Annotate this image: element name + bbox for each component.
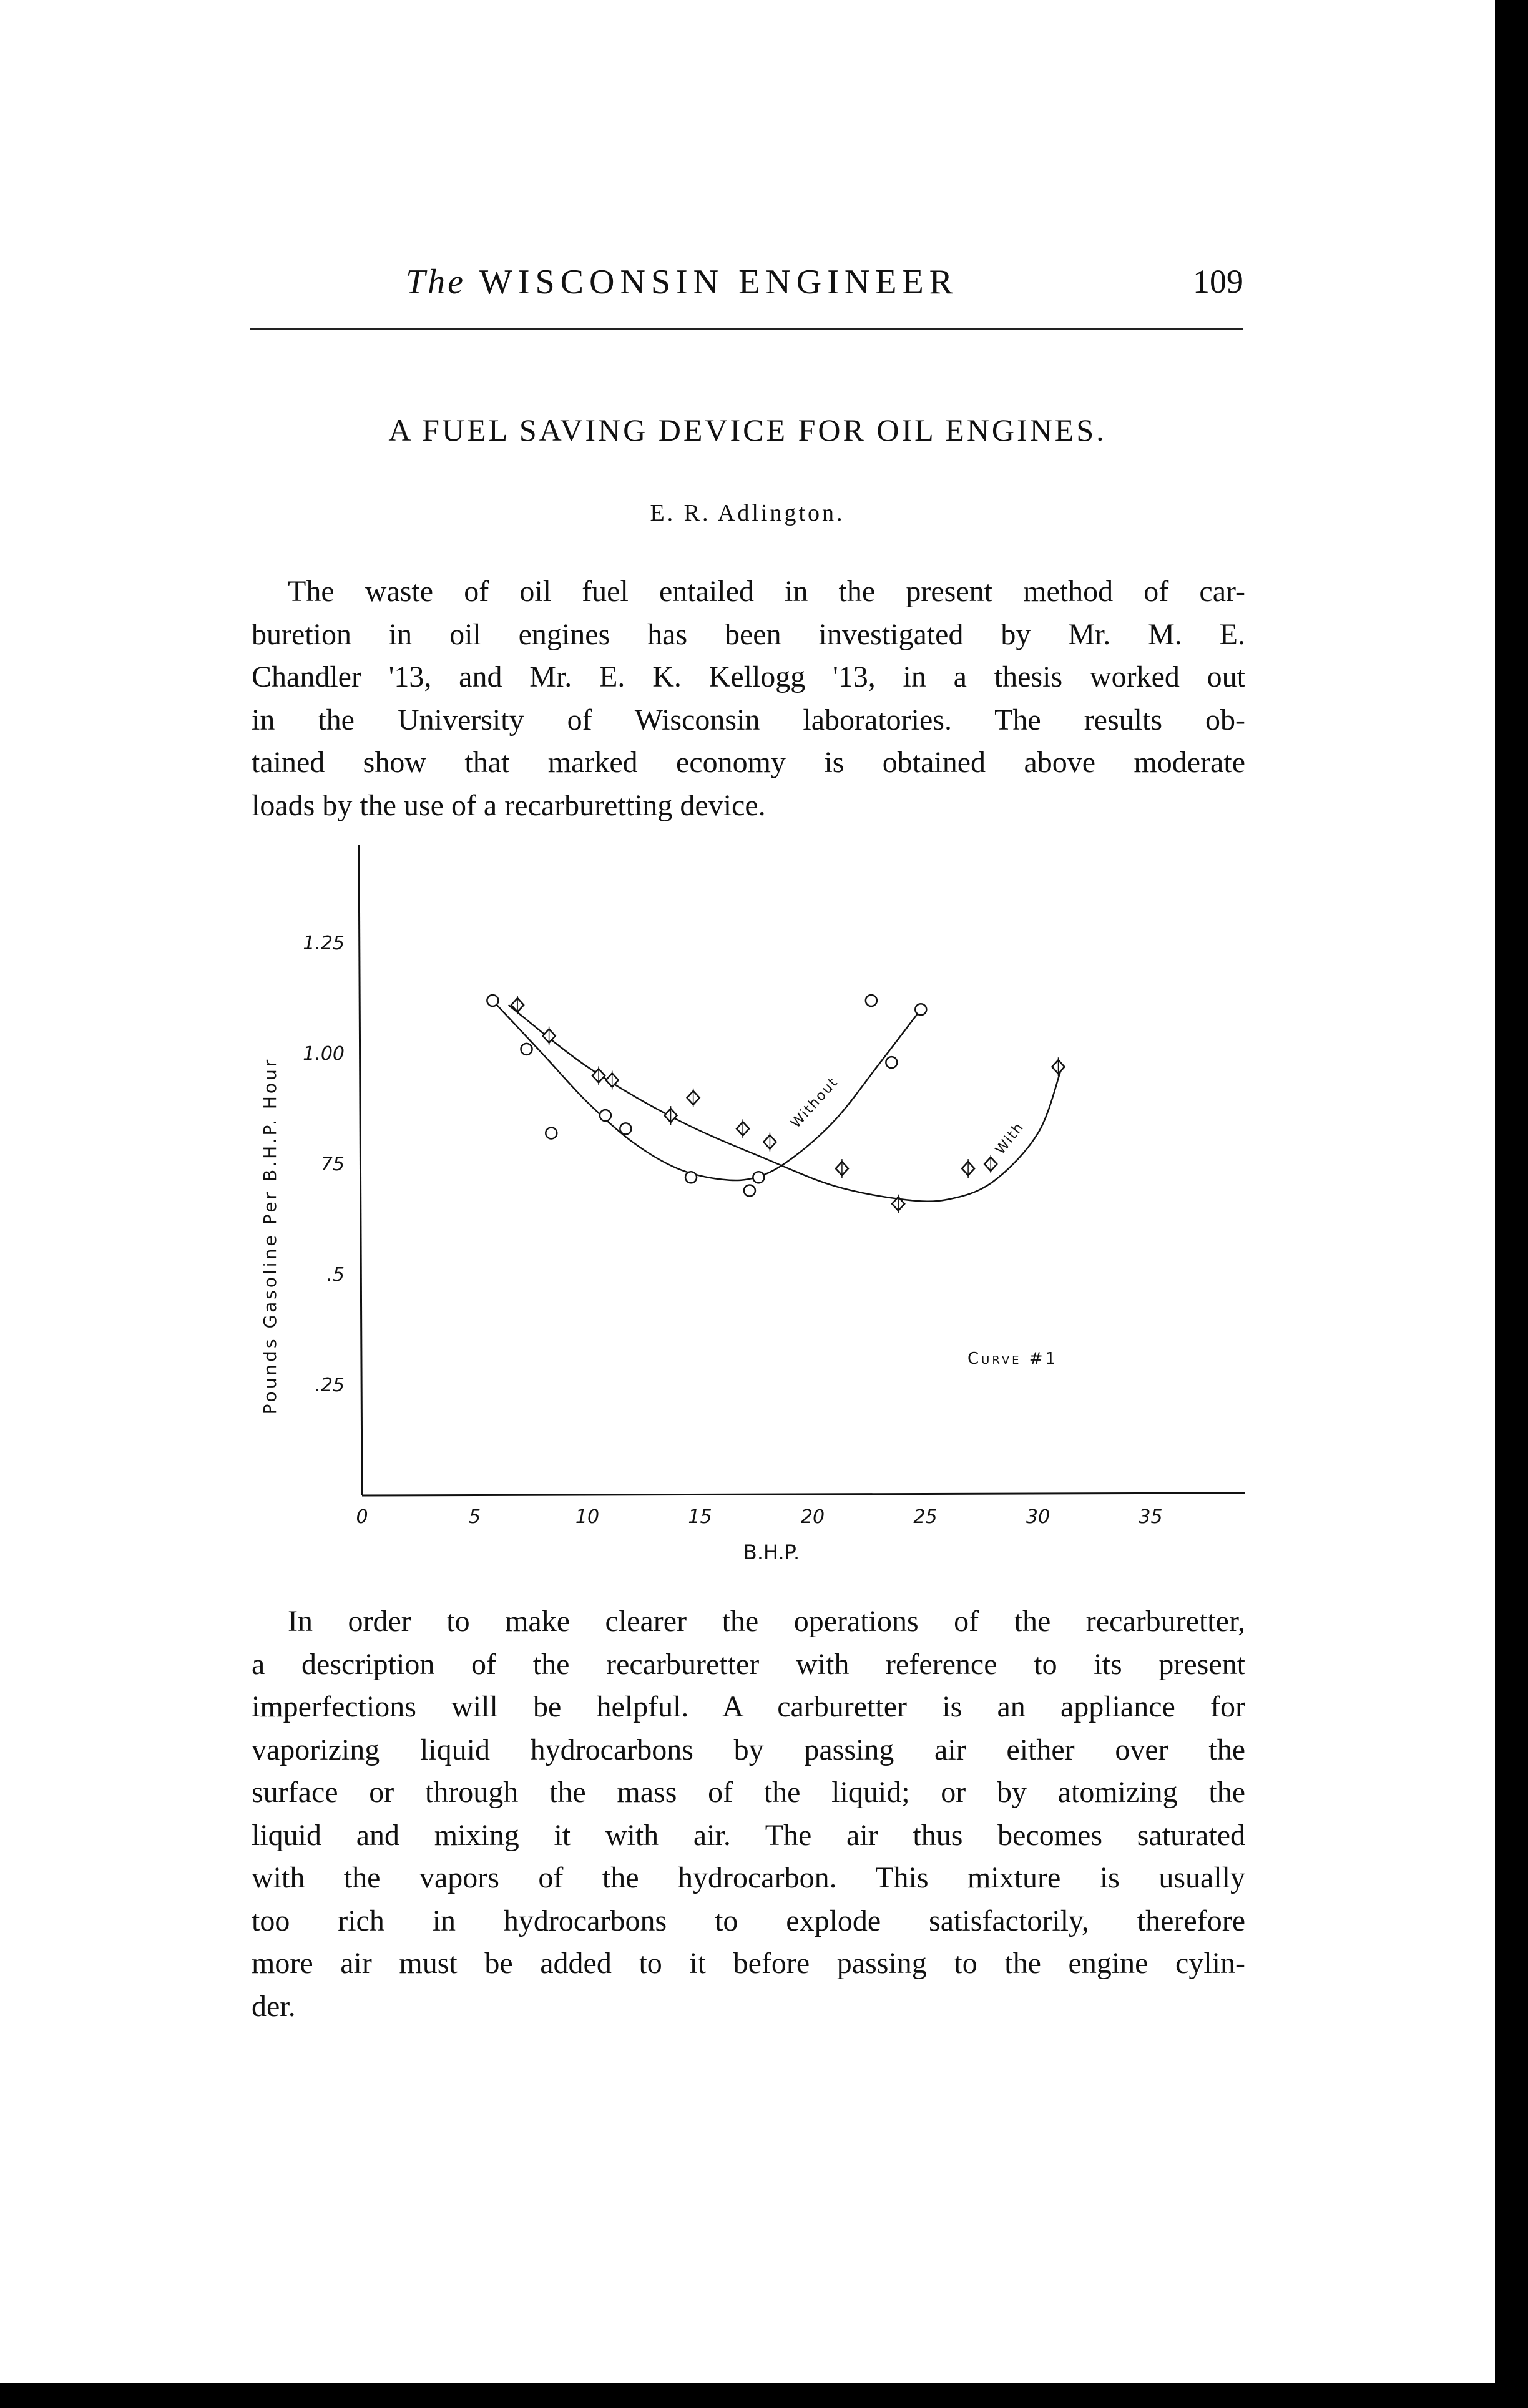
article-title: A FUEL SAVING DEVICE FOR OIL ENGINES. <box>388 413 1107 448</box>
data-point-without <box>866 995 877 1006</box>
text-line: more air must be added to it before passing to the engine cylin- <box>252 1947 1245 1980</box>
paragraph-description <box>252 1600 1245 2028</box>
text-line: der. <box>252 1989 296 2023</box>
text-line: surface or through the mass of the liquid; or by atomizing the <box>252 1776 1245 1809</box>
series-curve-without <box>492 1001 921 1180</box>
curve-annotation: Curve #1 <box>967 1349 1059 1368</box>
x-tick-label: 10 <box>575 1506 600 1528</box>
y-tick-label: .5 <box>326 1264 345 1286</box>
text-line: liquid and mixing it with air. The air thus becomes saturated <box>252 1818 1245 1852</box>
x-tick-label: 15 <box>688 1506 712 1528</box>
text-line: buretion in oil engines has been investigated by Mr. M. E. <box>252 617 1245 651</box>
y-tick-label: 1.00 <box>303 1043 345 1065</box>
x-axis-title: B.H.P. <box>743 1540 800 1564</box>
text-line: In order to make clearer the operations of the recarburetter, <box>288 1605 1245 1638</box>
data-point-without <box>546 1127 557 1138</box>
journal-title <box>406 262 958 302</box>
chart-canvas <box>250 843 1261 1579</box>
text-line: too rich in hydrocarbons to explode satisfactorily, therefore <box>252 1904 1245 1937</box>
paragraph-intro <box>252 570 1245 827</box>
data-point-without <box>521 1044 532 1055</box>
text-line: Chandler '13, and Mr. E. K. Kellogg '13, in a thesis worked out <box>252 660 1245 693</box>
curve-label-without: Without <box>788 1074 842 1132</box>
data-point-without <box>600 1110 611 1121</box>
data-point-without <box>685 1172 697 1183</box>
text-line: The waste of oil fuel entailed in the present method of car- <box>288 575 1245 608</box>
x-tick-label: 5 <box>468 1506 481 1528</box>
journal-title-name: WISCONSIN ENGINEER <box>479 263 959 301</box>
y-axis-title: Pounds Gasoline Per B.H.P. Hour <box>260 1057 280 1415</box>
data-point-without <box>620 1123 631 1134</box>
text-line: in the University of Wisconsin laboratories. The results ob- <box>252 703 1245 737</box>
data-point-without <box>886 1057 897 1068</box>
data-point-without <box>915 1004 926 1015</box>
y-axis-line <box>359 845 362 1495</box>
running-head <box>250 262 1243 318</box>
data-point-without <box>753 1172 764 1183</box>
x-tick-label: 35 <box>1139 1506 1163 1528</box>
text-line: loads by the use of a recarburetting device. <box>252 788 766 822</box>
y-tick-label: 75 <box>320 1153 345 1175</box>
text-line: with the vapors of the hydrocarbon. This mixture is usually <box>252 1861 1245 1894</box>
data-point-without <box>744 1185 755 1196</box>
x-tick-label: 25 <box>913 1506 938 1528</box>
x-tick-label: 20 <box>800 1506 825 1528</box>
fuel-consumption-chart <box>250 843 1261 1579</box>
page-number: 109 <box>1193 263 1243 300</box>
journal-title-italic: The <box>406 263 466 301</box>
text-line: a description of the recarburetter with reference to its present <box>252 1647 1245 1681</box>
curve-label-with: With <box>992 1119 1027 1158</box>
x-tick-label: 30 <box>1026 1506 1050 1528</box>
text-line: tained show that marked economy is obtained above moderate <box>252 746 1245 779</box>
y-tick-label: .25 <box>315 1374 345 1396</box>
text-line: imperfections will be helpful. A carburetter is an appliance for <box>252 1690 1245 1723</box>
y-tick-label: 1.25 <box>303 932 345 954</box>
header-rule <box>250 328 1243 330</box>
text-line: vaporizing liquid hydrocarbons by passing air either over the <box>252 1733 1245 1766</box>
x-axis-line <box>362 1493 1245 1495</box>
data-point-without <box>487 995 498 1006</box>
x-tick-label: 0 <box>356 1506 368 1528</box>
series-curve-with <box>509 1005 1061 1202</box>
article-author: E. R. Adlington. <box>650 500 845 526</box>
